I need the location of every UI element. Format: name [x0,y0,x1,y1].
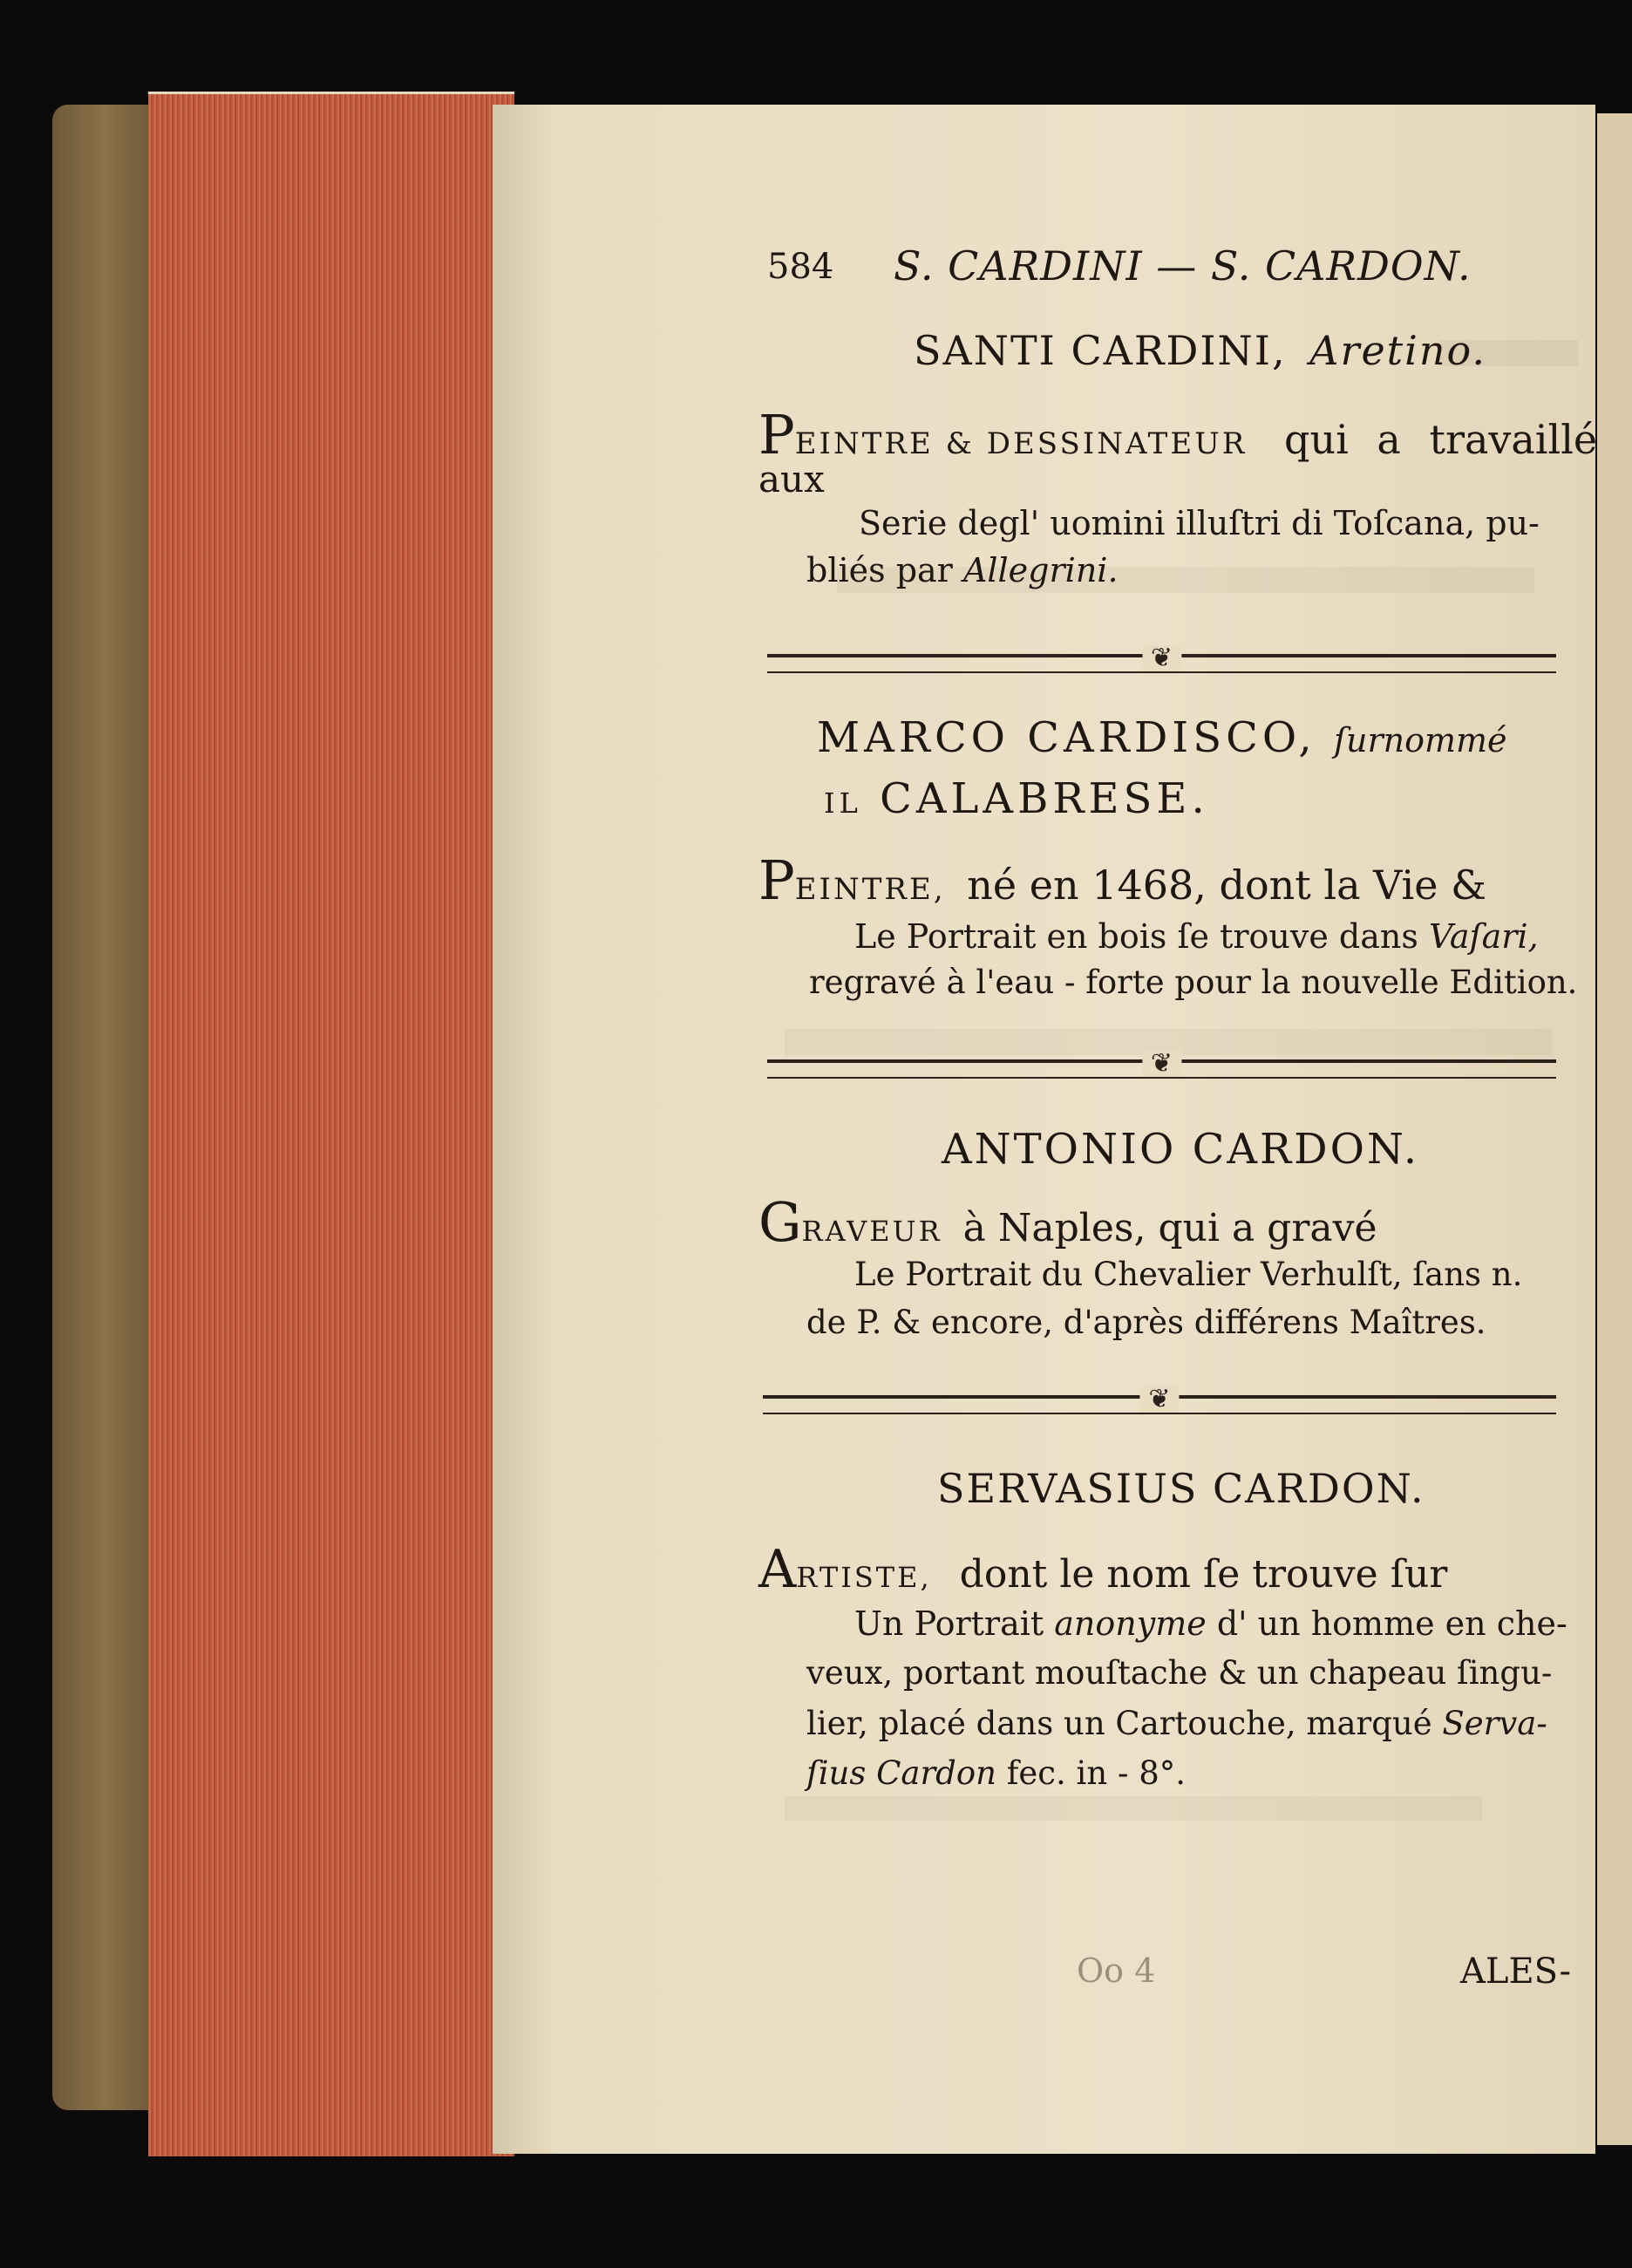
lead-text: dont le nom ſe trouve ſur [959,1552,1448,1597]
work-line: regravé à l'eau - forte pour la nouvelle Edition. [809,964,1578,1001]
entry-heading [914,327,1486,374]
author-name: Vaſari, [1428,917,1539,956]
artist-name: SANTI CARDINI, [914,327,1287,374]
occupation: RAVEUR [801,1215,942,1248]
artist-name: ANTONIO CARDON. [942,1125,1420,1174]
work-line: lier, placé dans un Cartouche, marqué Serva- [806,1705,1547,1742]
signature-text: ſius Cardon [806,1754,996,1792]
drop-initial: P [758,848,795,912]
facing-page-edge [1597,113,1632,2145]
occupation: EINTRE, [794,872,946,907]
fleuron-ornament: ❦ [1142,645,1181,671]
ornamental-rule [767,1048,1556,1079]
entry-lead [758,848,1486,912]
fleuron-ornament: ❦ [1142,1051,1181,1077]
artist-name: MARCO CARDISCO, [817,713,1316,762]
lead-continuation: aux [758,458,825,501]
ornamental-rule [767,643,1556,673]
entry-lead [758,1190,1377,1254]
entry-lead [758,1539,1447,1600]
drop-initial: G [758,1190,802,1254]
occupation: EINTRE & DESSINATEUR [794,426,1248,461]
catchword: ALES- [1460,1951,1572,1992]
signature-text: Serva- [1442,1705,1547,1742]
fleuron-ornament: ❦ [1139,1386,1179,1413]
entry-lead [758,403,1597,467]
work-line: Serie degl' uomini illuſtri di Toſcana, pu- [859,504,1540,542]
lead-text: né en 1468, dont la Vie & [967,862,1487,909]
occupation: RTISTE, [796,1561,932,1594]
work-line: Un Portrait anonyme d' un homme en che- [854,1604,1567,1643]
article: IL [824,787,862,820]
lead-text: à Naples, qui a gravé [962,1206,1377,1250]
work-line: bliés par Allegrini. [806,551,1119,589]
work-line: Le Portrait du Chevalier Verhulſt, ſans n. [854,1256,1523,1293]
italic-term: anonyme [1054,1604,1207,1643]
lead-text: qui a travaillé [1284,416,1598,463]
entry-heading [817,713,1507,762]
artist-nickname: CALABRESE. [880,774,1209,823]
work-line: Le Portrait en bois ſe trouve dans Vaſari, [854,917,1539,956]
artist-name: SERVASIUS CARDON. [937,1465,1425,1512]
work-line: veux, portant mouſtache & un chapeau ſingu- [806,1654,1553,1692]
artist-origin: Aretino. [1309,327,1486,374]
work-line: de P. & encore, d'après différens Maîtres. [806,1304,1486,1341]
artist-epithet: ſurnommé [1333,721,1507,759]
engraver-name: Allegrini. [962,551,1119,589]
work-line: ſius Cardon fec. in - 8°. [806,1754,1187,1792]
ornamental-rule [763,1384,1556,1414]
page-edges [148,92,514,2156]
running-title: S. CARDINI — S. CARDON. [894,242,1472,289]
page-number: 584 [767,247,834,287]
entry-heading-line2 [824,774,1209,823]
show-through-text [785,1796,1482,1821]
drop-initial: A [758,1539,797,1600]
drop-initial: P [758,403,795,467]
signature-mark: Oo 4 [1077,1951,1156,1990]
